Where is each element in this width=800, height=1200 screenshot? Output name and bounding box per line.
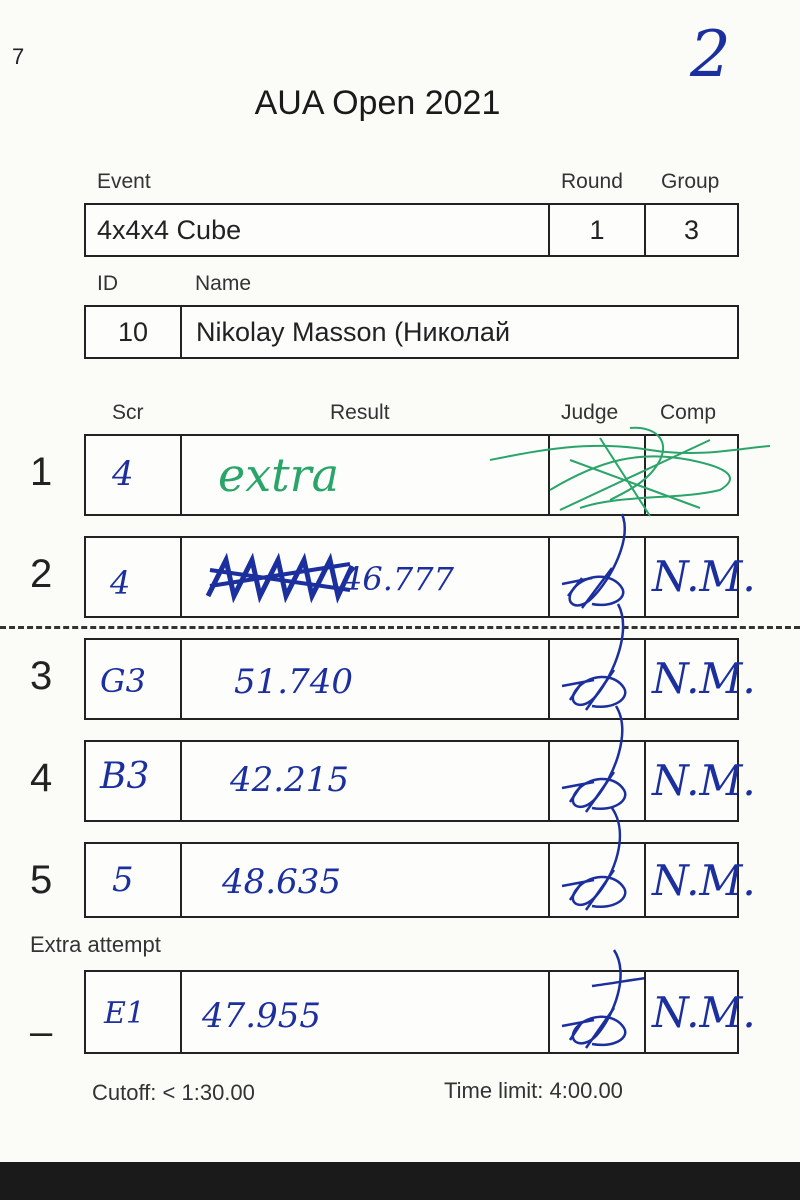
extra-attempt-label: Extra attempt [30, 932, 161, 957]
judge-cell [548, 842, 646, 918]
scr-header: Scr [112, 401, 144, 424]
scribbled-out-value [204, 556, 354, 600]
attempt-number: 5 [30, 858, 53, 902]
time-limit-text: Time limit: 4:00.00 [444, 1078, 623, 1103]
result-cell [180, 970, 550, 1054]
scr-initial: B3 [100, 756, 150, 797]
handwritten-group-mark: 2 [690, 18, 731, 92]
corner-number: 7 [12, 44, 25, 69]
id-field [84, 305, 182, 359]
judge-signature [552, 804, 642, 919]
competitor-name: Nikolay Masson (Николай [196, 317, 511, 347]
result-header: Result [330, 401, 390, 424]
scr-cell [84, 638, 182, 720]
event-label: Event [97, 170, 151, 193]
scr-cell [84, 970, 182, 1054]
result-value: 46.777 [342, 560, 454, 598]
comp-cell [644, 970, 756, 1054]
comp-initials: N.M. [652, 856, 756, 905]
group-field [644, 203, 739, 257]
comp-initials: N.M. [652, 552, 756, 601]
result-value: 47.955 [202, 996, 321, 1036]
attempt-number: 3 [30, 654, 53, 698]
extra-attempt-number: – [30, 1010, 53, 1054]
comp-initials: N.M. [652, 756, 756, 805]
scr-initial: 4 [112, 454, 134, 494]
result-cell [180, 536, 550, 618]
attempt-number: 2 [30, 552, 53, 596]
comp-cell [644, 842, 756, 918]
comp-cell [644, 638, 756, 720]
result-value: 48.635 [222, 862, 341, 902]
result-cell [180, 842, 550, 918]
scr-initial: 4 [110, 564, 131, 602]
comp-initials: N.M. [652, 988, 756, 1037]
id-label: ID [97, 272, 118, 295]
comp-header: Comp [660, 401, 717, 424]
event-field [84, 203, 550, 257]
comp-cell [644, 740, 756, 822]
result-cell [180, 740, 550, 822]
scr-cell [84, 536, 182, 618]
scan-edge [0, 1162, 800, 1200]
result-value: 42.215 [230, 760, 349, 800]
attempt-number: 1 [30, 450, 53, 494]
attempt-number: 4 [30, 756, 53, 800]
page-title: AUA Open 2021 [254, 84, 501, 122]
judge-header: Judge [561, 401, 619, 424]
name-label: Name [195, 272, 252, 295]
cutoff-text: Cutoff: < 1:30.00 [92, 1080, 255, 1105]
scr-initial: G3 [100, 662, 146, 700]
result-value: extra [218, 448, 340, 502]
group-value: 3 [683, 214, 700, 245]
name-field [180, 305, 739, 359]
result-cell [180, 638, 550, 720]
event-name: 4x4x4 Cube [97, 215, 242, 245]
result-value: 51.740 [234, 662, 353, 702]
scr-initial: 5 [112, 860, 134, 900]
comp-cell [644, 536, 756, 618]
cutoff-divider [0, 626, 800, 629]
judge-cell [548, 970, 646, 1054]
competitor-id: 10 [117, 316, 149, 347]
scr-cell [84, 842, 182, 918]
round-value: 1 [589, 214, 605, 245]
scr-initial: E1 [104, 996, 145, 1031]
round-label: Round [561, 170, 623, 193]
group-label: Group [661, 170, 720, 193]
comp-initials: N.M. [652, 654, 756, 703]
scr-cell [84, 740, 182, 822]
round-field [548, 203, 646, 257]
scr-cell [84, 434, 182, 516]
